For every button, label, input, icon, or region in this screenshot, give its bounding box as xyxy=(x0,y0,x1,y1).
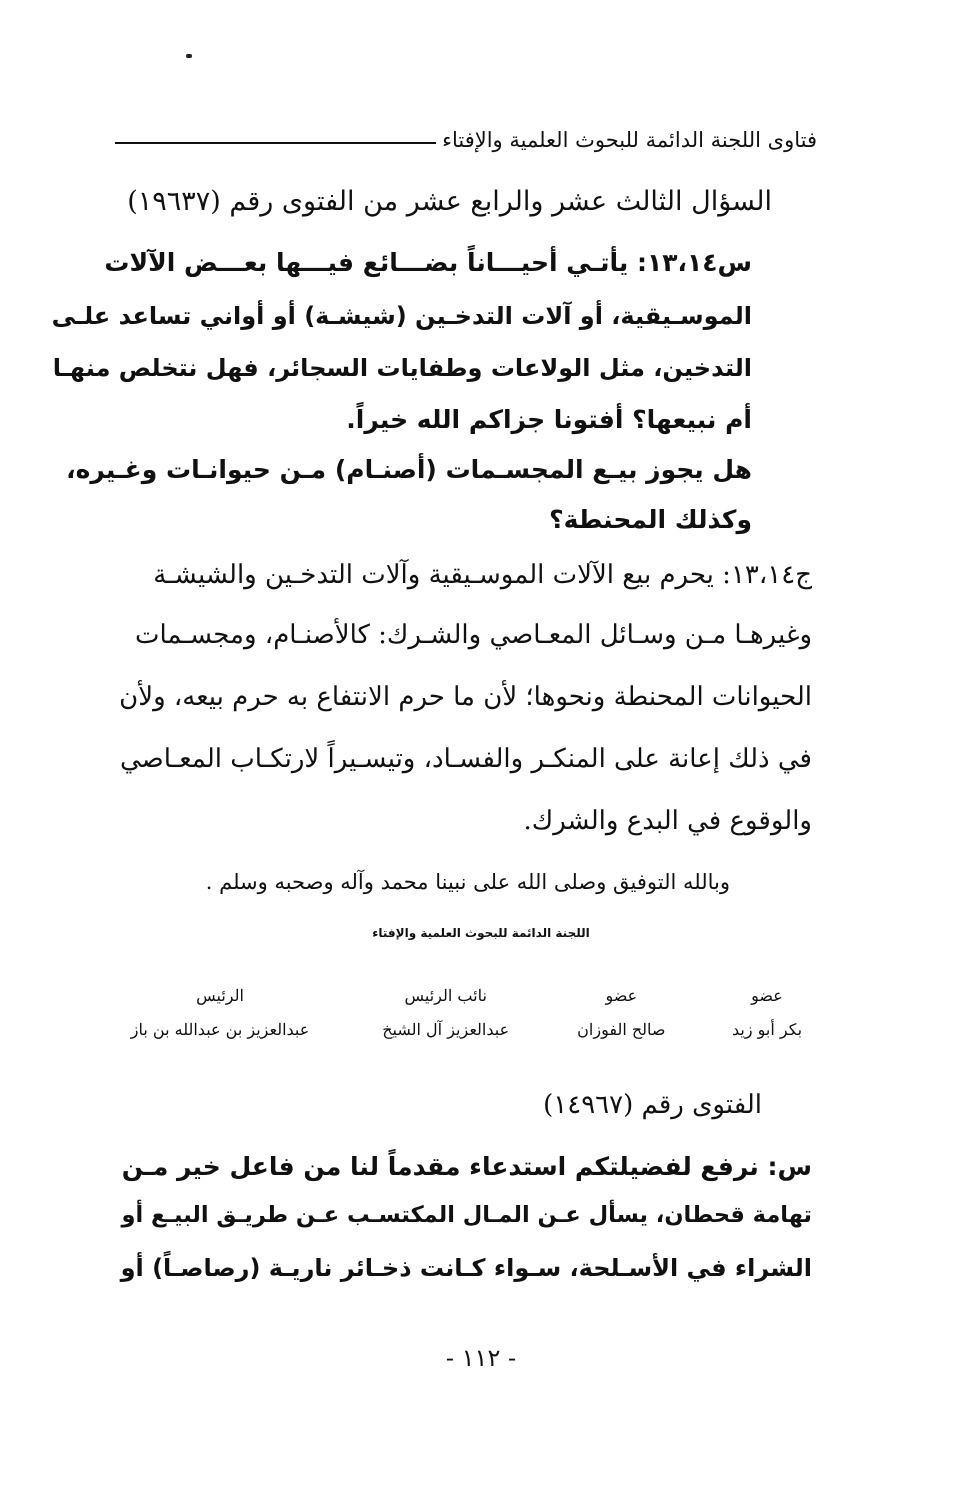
role-member-1: عضو xyxy=(751,986,783,1005)
role-vice-president: نائب الرئيس xyxy=(404,986,487,1005)
page-number: - ١١٢ - xyxy=(445,1344,517,1372)
vice-president-name: عبدالعزيز آل الشيخ xyxy=(382,1020,510,1039)
signature-names xyxy=(110,1020,812,1039)
president-name: عبدالعزيز بن عبدالله بن باز xyxy=(130,1020,310,1039)
fatwa2-line-1: س: نرفع لفضيلتكم استدعاء مقدماً لنا من فاعل خير مـن xyxy=(121,1152,812,1181)
role-member-2: عضو xyxy=(605,986,638,1005)
question1-line-6: وكذلك المحنطة؟ xyxy=(549,505,752,534)
question1-line-1: س١٣،١٤: يأتـي أحيـــاناً بضـــائع فيـــها بعـــض الآلات xyxy=(104,248,752,277)
committee-name: اللجنة الدائمة للبحوث العلمية والإفتاء xyxy=(372,926,590,940)
answer1-line-3: الحيوانات المحنطة ونحوها؛ لأن ما حرم الانتفاع به حرم بيعه، ولأن xyxy=(119,682,812,712)
question1-line-5: هل يجوز بيـع المجسـمات (أصنـام) مـن حيوانـات وغـيره، xyxy=(66,455,752,484)
running-title: فتاوى اللجنة الدائمة للبحوث العلمية والإفتاء xyxy=(442,128,817,152)
answer1-line-2: وغيرهـا مـن وسـائل المعـاصي والشـرك: كالأصنـام، ومجسـمات xyxy=(135,620,812,650)
question1-line-2: الموسـيقية، أو آلات التدخـين (شيشـة) أو أواني تساعد علـى xyxy=(51,302,752,330)
answer1-closing: وبالله التوفيق وصلى الله على نبينا محمد وآله وصحبه وسلم . xyxy=(205,870,730,894)
answer1-line-5: والوقوع في البدع والشرك. xyxy=(523,806,812,836)
signature-roles xyxy=(110,986,812,1005)
scan-speck xyxy=(186,54,192,58)
running-header xyxy=(115,118,817,152)
answer1-line-1: ج١٣،١٤: يحرم بيع الآلات الموسـيقية وآلات التدخـين والشيشـة xyxy=(153,560,812,590)
member-name-2: صالح الفوزان xyxy=(577,1020,666,1039)
question1-line-4: أم نبيعها؟ أفتونا جزاكم الله خيراً. xyxy=(346,405,752,434)
member-name-1: بكر أبو زيد xyxy=(731,1020,803,1039)
fatwa2-line-3: الشراء في الأسـلحة، سـواء كـانت ذخـائر ناريـة (رصاصـاً) أو xyxy=(120,1254,812,1282)
answer1-line-4: في ذلك إعانة على المنكـر والفسـاد، وتيسـيراً لارتكـاب المعـاصي xyxy=(119,744,812,774)
fatwa2-line-2: تهامة قحطان، يسأل عـن المـال المكتسـب عـن طريـق البيـع أو xyxy=(121,1202,812,1228)
role-president: الرئيس xyxy=(196,986,244,1005)
section-heading: السؤال الثالث عشر والرابع عشر من الفتوى رقم (١٩٦٣٧) xyxy=(127,186,772,217)
fatwa2-heading: الفتوى رقم (١٤٩٦٧) xyxy=(543,1090,762,1120)
question1-line-3: التدخين، مثل الولاعات وطفايات السجائر، فهل نتخلص منهـا xyxy=(52,354,752,382)
header-rule xyxy=(115,142,436,144)
